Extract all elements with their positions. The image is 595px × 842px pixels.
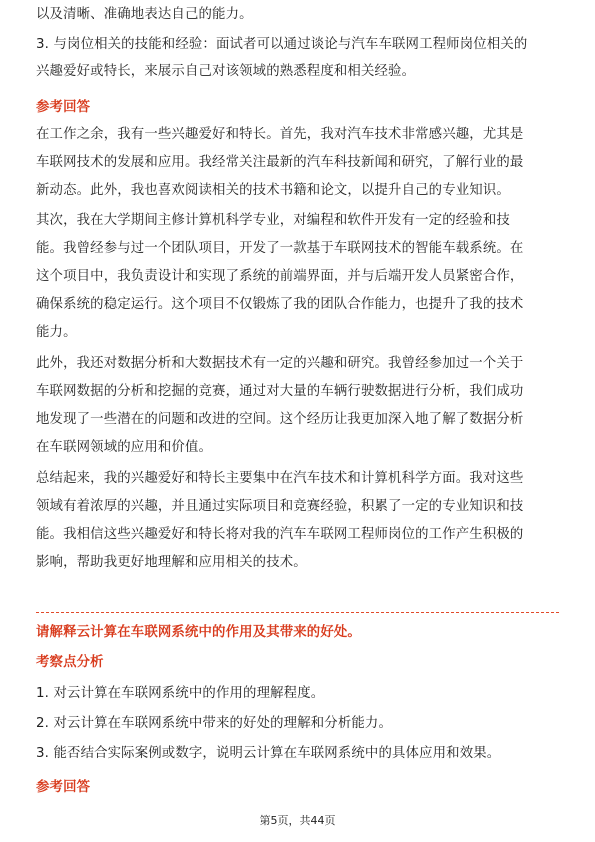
reference-answer-heading: 参考回答 [36,780,91,795]
page-number: 第5页，共44页 [259,814,336,827]
answer-line: 地发现了一些潜在的问题和改进的空间。这个经历让我更加深入地了解了数据分析 [36,412,524,427]
answer-line: 影响，帮助我更好地理解和应用相关的技术。 [36,555,307,570]
answer-line: 总结起来，我的兴趣爱好和特长主要集中在汽车技术和计算机科学方面。我对这些 [36,471,524,486]
answer-line: 这个项目中，我负责设计和实现了系统的前端界面，并与后端开发人员紧密合作， [36,269,524,284]
intro-line: 3. 与岗位相关的技能和经验：面试者可以通过谈论与汽车车联网工程师岗位相关的 [36,37,528,52]
answer-line: 车联网数据的分析和挖掘的竞赛，通过对大量的车辆行驶数据进行分析，我们成功 [36,384,524,399]
reference-answer-heading: 参考回答 [36,100,91,115]
analysis-point: 2. 对云计算在车联网系统中带来的好处的理解和分析能力。 [36,716,392,731]
section-divider [36,612,559,613]
answer-line: 领域有着浓厚的兴趣，并且通过实际项目和竞赛经验，积累了一定的专业知识和技 [36,499,524,514]
answer-line: 在工作之余，我有一些兴趣爱好和特长。首先，我对汽车技术非常感兴趣，尤其是 [36,127,524,142]
answer-line: 确保系统的稳定运行。这个项目不仅锻炼了我的团队合作能力，也提升了我的技术 [36,297,524,312]
question-title: 请解释云计算在车联网系统中的作用及其带来的好处。 [36,625,361,640]
analysis-point: 1. 对云计算在车联网系统中的作用的理解程度。 [36,686,325,701]
answer-line: 其次，我在大学期间主修计算机科学专业，对编程和软件开发有一定的经验和技 [36,213,510,228]
intro-line: 以及清晰、准确地表达自己的能力。 [36,7,253,22]
analysis-point: 3. 能否结合实际案例或数字，说明云计算在车联网系统中的具体应用和效果。 [36,746,501,761]
answer-line: 能。我相信这些兴趣爱好和特长将对我的汽车车联网工程师岗位的工作产生积极的 [36,527,524,542]
answer-line: 在车联网领域的应用和价值。 [36,440,213,455]
answer-line: 新动态。此外，我也喜欢阅读相关的技术书籍和论文，以提升自己的专业知识。 [36,183,510,198]
answer-line: 车联网技术的发展和应用。我经常关注最新的汽车科技新闻和研究，了解行业的最 [36,155,524,170]
answer-line: 能。我曾经参与过一个团队项目，开发了一款基于车联网技术的智能车载系统。在 [36,241,524,256]
analysis-heading: 考察点分析 [36,655,104,670]
answer-line: 此外，我还对数据分析和大数据技术有一定的兴趣和研究。我曾经参加过一个关于 [36,356,524,371]
answer-line: 能力。 [36,325,77,340]
intro-line: 兴趣爱好或特长，来展示自己对该领域的熟悉程度和相关经验。 [36,64,416,79]
